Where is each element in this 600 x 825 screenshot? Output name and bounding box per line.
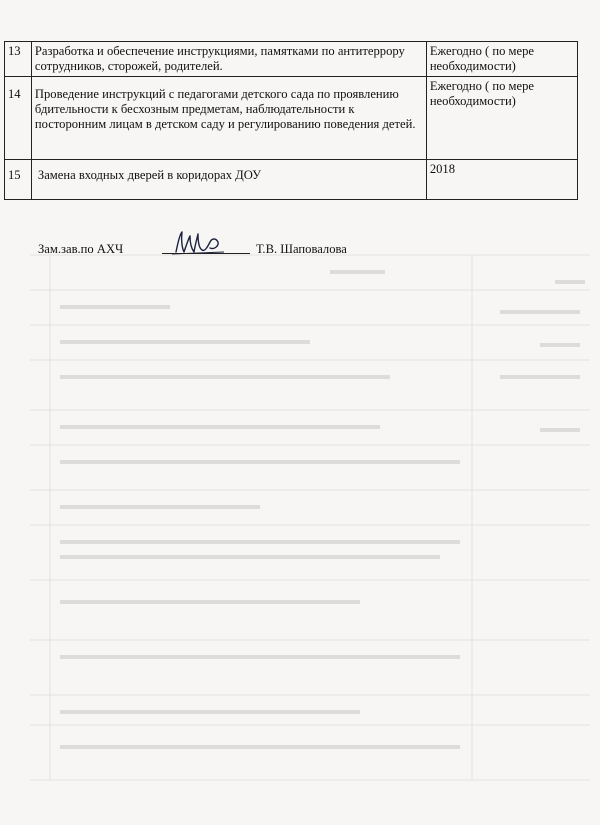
table-row: [5, 77, 578, 160]
task-deadline: Ежегодно ( по мере необходимости): [426, 42, 577, 77]
task-description: Разработка и обеспечение инструкциями, памятками по антитеррору сотрудников, сторожей, родителей.: [31, 42, 426, 77]
row-number: 15: [5, 160, 32, 200]
task-description: Замена входных дверей в коридорах ДОУ: [31, 160, 426, 200]
task-deadline: Ежегодно ( по мере необходимости): [426, 77, 577, 160]
task-description: Проведение инструкций с педагогами детского сада по проявлению бдительности к бесхозным предметам, наблюдательности к посторонним лицам в детском саду и регулированию поведения детей.: [31, 77, 426, 160]
signatory-position: Зам.зав.по АХЧ: [38, 242, 124, 256]
activity-plan-table: [4, 41, 578, 200]
table-row: [5, 42, 578, 77]
signature-block: [0, 236, 600, 266]
signatory-name: Т.В. Шаповалова: [256, 242, 347, 256]
row-number: 13: [5, 42, 32, 77]
table-row: [5, 160, 578, 200]
task-deadline: 2018: [426, 160, 577, 200]
signature-line: [162, 253, 250, 254]
row-number: 14: [5, 77, 32, 160]
